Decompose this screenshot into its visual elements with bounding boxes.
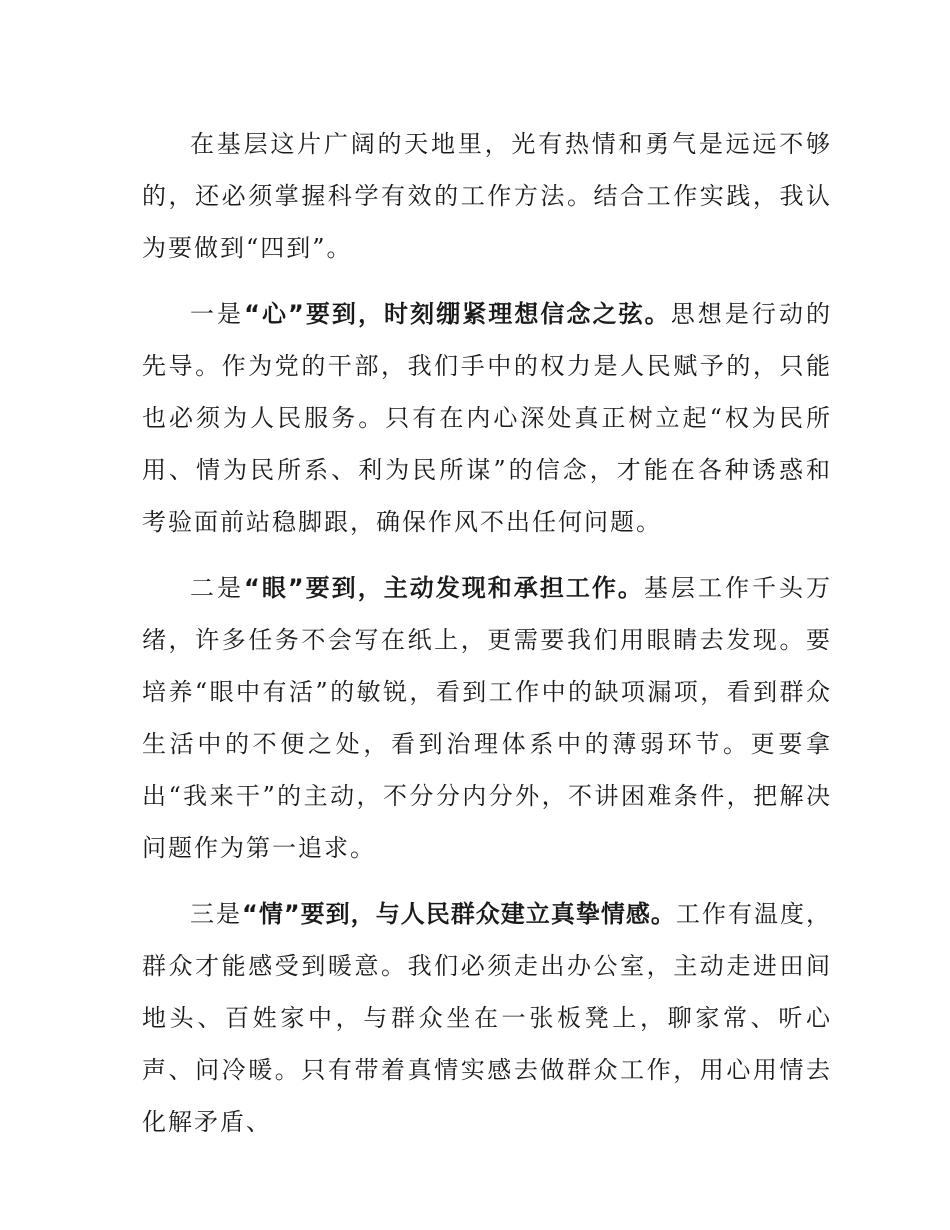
paragraph-body: 工作有温度，群众才能感受到暖意。我们必须走出办公室，主动走进田间地头、百姓家中，与群众坐在一张板凳上，聊家常、听心声、问冷暖。只有带着真情实感去做群众工作，用心用情去化解矛盾、 [142,900,833,1136]
paragraph-heart [142,288,832,548]
paragraph-intro [142,118,832,274]
paragraph-lead: “眼”要到，主动发现和承担工作。 [244,574,644,602]
document-body [142,118,832,1162]
paragraph-prefix: 二是 [190,574,245,602]
paragraph-emotion [142,888,832,1148]
paragraph-body: 在基层这片广阔的天地里，光有热情和勇气是远远不够的，还必须掌握科学有效的工作方法。结合工作实践，我认为要做到“四到”。 [142,130,832,262]
paragraph-prefix: 一是 [190,300,245,328]
paragraph-eye [142,562,832,874]
paragraph-lead: “情”要到，与人民群众建立真挚情感。 [242,900,676,928]
paragraph-body: 思想是行动的先导。作为党的干部，我们手中的权力是人民赋予的，只能也必须为人民服务。只有在内心深处真正树立起“权为民所用、情为民所系、利为民所谋”的信念，才能在各种诱惑和考验面前站稳脚跟，确保作风不出任何问题。 [142,300,833,536]
paragraph-lead: “心”要到，时刻绷紧理想信念之弦。 [244,300,671,328]
paragraph-prefix: 三是 [190,900,243,928]
paragraph-body: 基层工作千头万绪，许多任务不会写在纸上，更需要我们用眼睛去发现。要培养“眼中有活”的敏锐，看到工作中的缺项漏项，看到群众生活中的不便之处，看到治理体系中的薄弱环节。更要拿出“我来干”的主动，不分分内分外，不讲困难条件，把解决问题作为第一追求。 [142,574,833,862]
